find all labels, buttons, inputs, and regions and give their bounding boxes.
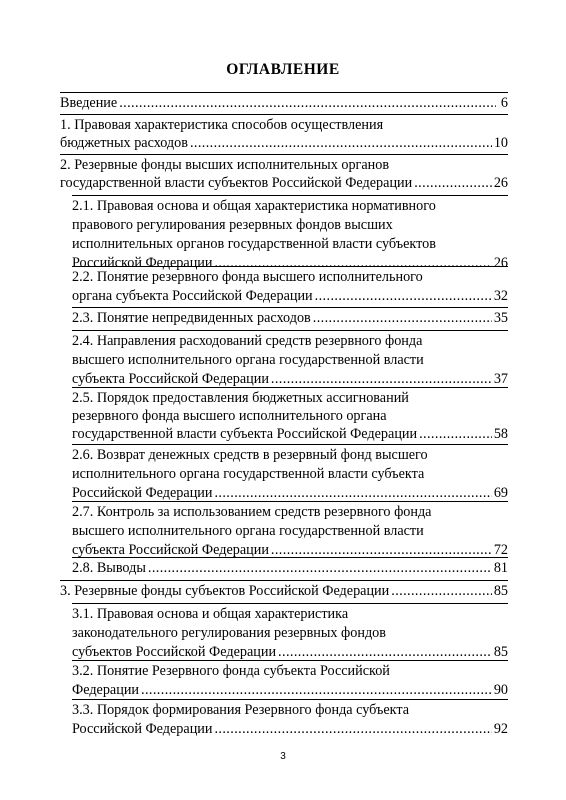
toc-page-number: 92 [493,721,508,737]
toc-entry-line [72,425,508,443]
toc-entry-line [72,720,508,738]
toc-entry-line: высшего исполнительного органа государственной власти [72,352,424,368]
dot-leader [148,559,492,577]
toc-entry [60,580,508,603]
toc-entry-line: 2.2. Понятие резервного фонда высшего исполнительного [72,269,423,285]
dot-leader [313,309,492,327]
toc-entry-text: государственной власти субъектов Российской Федерации [60,175,413,191]
toc-entry-line: исполнительных органов государственной власти субъектов [72,236,436,252]
toc-page-number: 58 [493,426,508,442]
toc-entry-text: Федерации [72,682,140,698]
toc-entry [72,603,508,665]
toc-entry-line: 2.4. Направления расходований средств резервного фонда [72,333,423,349]
dot-leader [391,582,492,600]
dot-leader [190,134,492,152]
toc-entry-text: Российской Федерации [72,721,213,737]
toc-entry-text: государственной власти субъекта Российской Федерации [72,426,418,442]
toc-entry-text: Российской Федерации [72,255,213,271]
toc-page-number: 26 [493,255,508,271]
toc-entry-line [72,370,508,388]
toc-page-number: 81 [493,560,508,576]
dot-leader [419,425,492,443]
toc-entry [72,557,508,580]
toc-entry-line: 2.5. Порядок предоставления бюджетных ассигнований [72,390,409,406]
toc-entry-line: 2.7. Контроль за использованием средств резервного фонда [72,504,432,520]
dot-leader [214,484,491,502]
toc-page-number: 35 [493,310,508,326]
toc-entry-text: субъекта Российской Федерации [72,542,269,558]
toc-page-number: 26 [493,175,508,191]
toc-page-number: 69 [493,485,508,501]
toc-entry-text: Введение [60,95,118,111]
toc-entry-line: 3.2. Понятие Резервного фонда субъекта Российской [72,663,390,679]
toc-entry [60,114,508,155]
toc-page-number: 37 [493,371,508,387]
toc-entry-line [60,134,508,152]
dot-leader [271,370,492,388]
toc-entry [72,444,508,506]
toc-page-number: 85 [493,644,508,660]
toc-entry-line: 2.1. Правовая основа и общая характеристика нормативного [72,198,436,214]
dot-leader [315,287,492,305]
page-number: 3 [280,751,286,762]
toc-entry-line: резервного фонда высшего исполнительного органа [72,408,387,424]
toc-entry-line [72,643,508,661]
toc-entry-line: исполнительного органа государственной власти субъекта [72,466,425,482]
toc-entry-line [60,582,508,600]
dot-leader [214,720,491,738]
toc-entry [72,660,508,703]
toc-page-number: 6 [500,95,508,111]
dot-leader [141,681,492,699]
toc-entry-text: бюджетных расходов [60,135,188,151]
toc-entry-line [72,559,508,577]
toc-entry-text: 3. Резервные фонды субъектов Российской Федерации [60,583,390,599]
toc-entry [72,699,508,742]
dot-leader [278,643,492,661]
toc-entry-line [72,484,508,502]
toc-page-number: 90 [493,682,508,698]
toc-entry-text: субъекта Российской Федерации [72,371,269,387]
toc-entry-line [72,309,508,327]
toc-entry-line: 2. Резервные фонды высших исполнительных органов [60,157,390,173]
page-title: ОГЛАВЛЕНИЕ [226,61,340,78]
toc-entry-line: правового регулирования резервных фондов высших [72,217,393,233]
toc-entry-text: органа субъекта Российской Федерации [72,288,313,304]
toc-entry-line: 2.6. Возврат денежных средств в резервный фонд высшего [72,447,428,463]
toc-page-number: 32 [493,288,508,304]
toc-entry [60,154,508,195]
toc-entry-line: 3.3. Порядок формирования Резервного фонда субъекта [72,702,410,718]
toc-entry-line [60,174,508,192]
dot-leader [119,94,496,112]
toc-page-number: 10 [493,135,508,151]
toc-entry [72,307,508,330]
toc-entry-line: законодательного регулирования резервных фондов [72,625,386,641]
toc-entry-line [72,681,508,699]
toc-entry-text: 2.3. Понятие непредвиденных расходов [72,310,311,326]
toc-entry [60,92,508,115]
toc-entry-line: 1. Правовая характеристика способов осуществления [60,117,384,133]
toc-page-number: 72 [493,542,508,558]
dot-leader [414,174,492,192]
toc-entry-text: Российской Федерации [72,485,213,501]
toc-entry [72,501,508,563]
toc-entry-text: 2.8. Выводы [72,560,146,576]
toc-entry-line: высшего исполнительного органа государственной власти [72,523,424,539]
toc-entry [72,266,508,309]
toc-entry-text: субъектов Российской Федерации [72,644,277,660]
toc-entry [72,330,508,392]
toc-entry [72,195,508,276]
toc-entry-line: 3.1. Правовая основа и общая характеристика [72,606,349,622]
toc-entry-line [60,94,508,112]
toc-page-number: 85 [493,583,508,599]
toc-entry-line [72,287,508,305]
toc-entry [72,387,508,446]
